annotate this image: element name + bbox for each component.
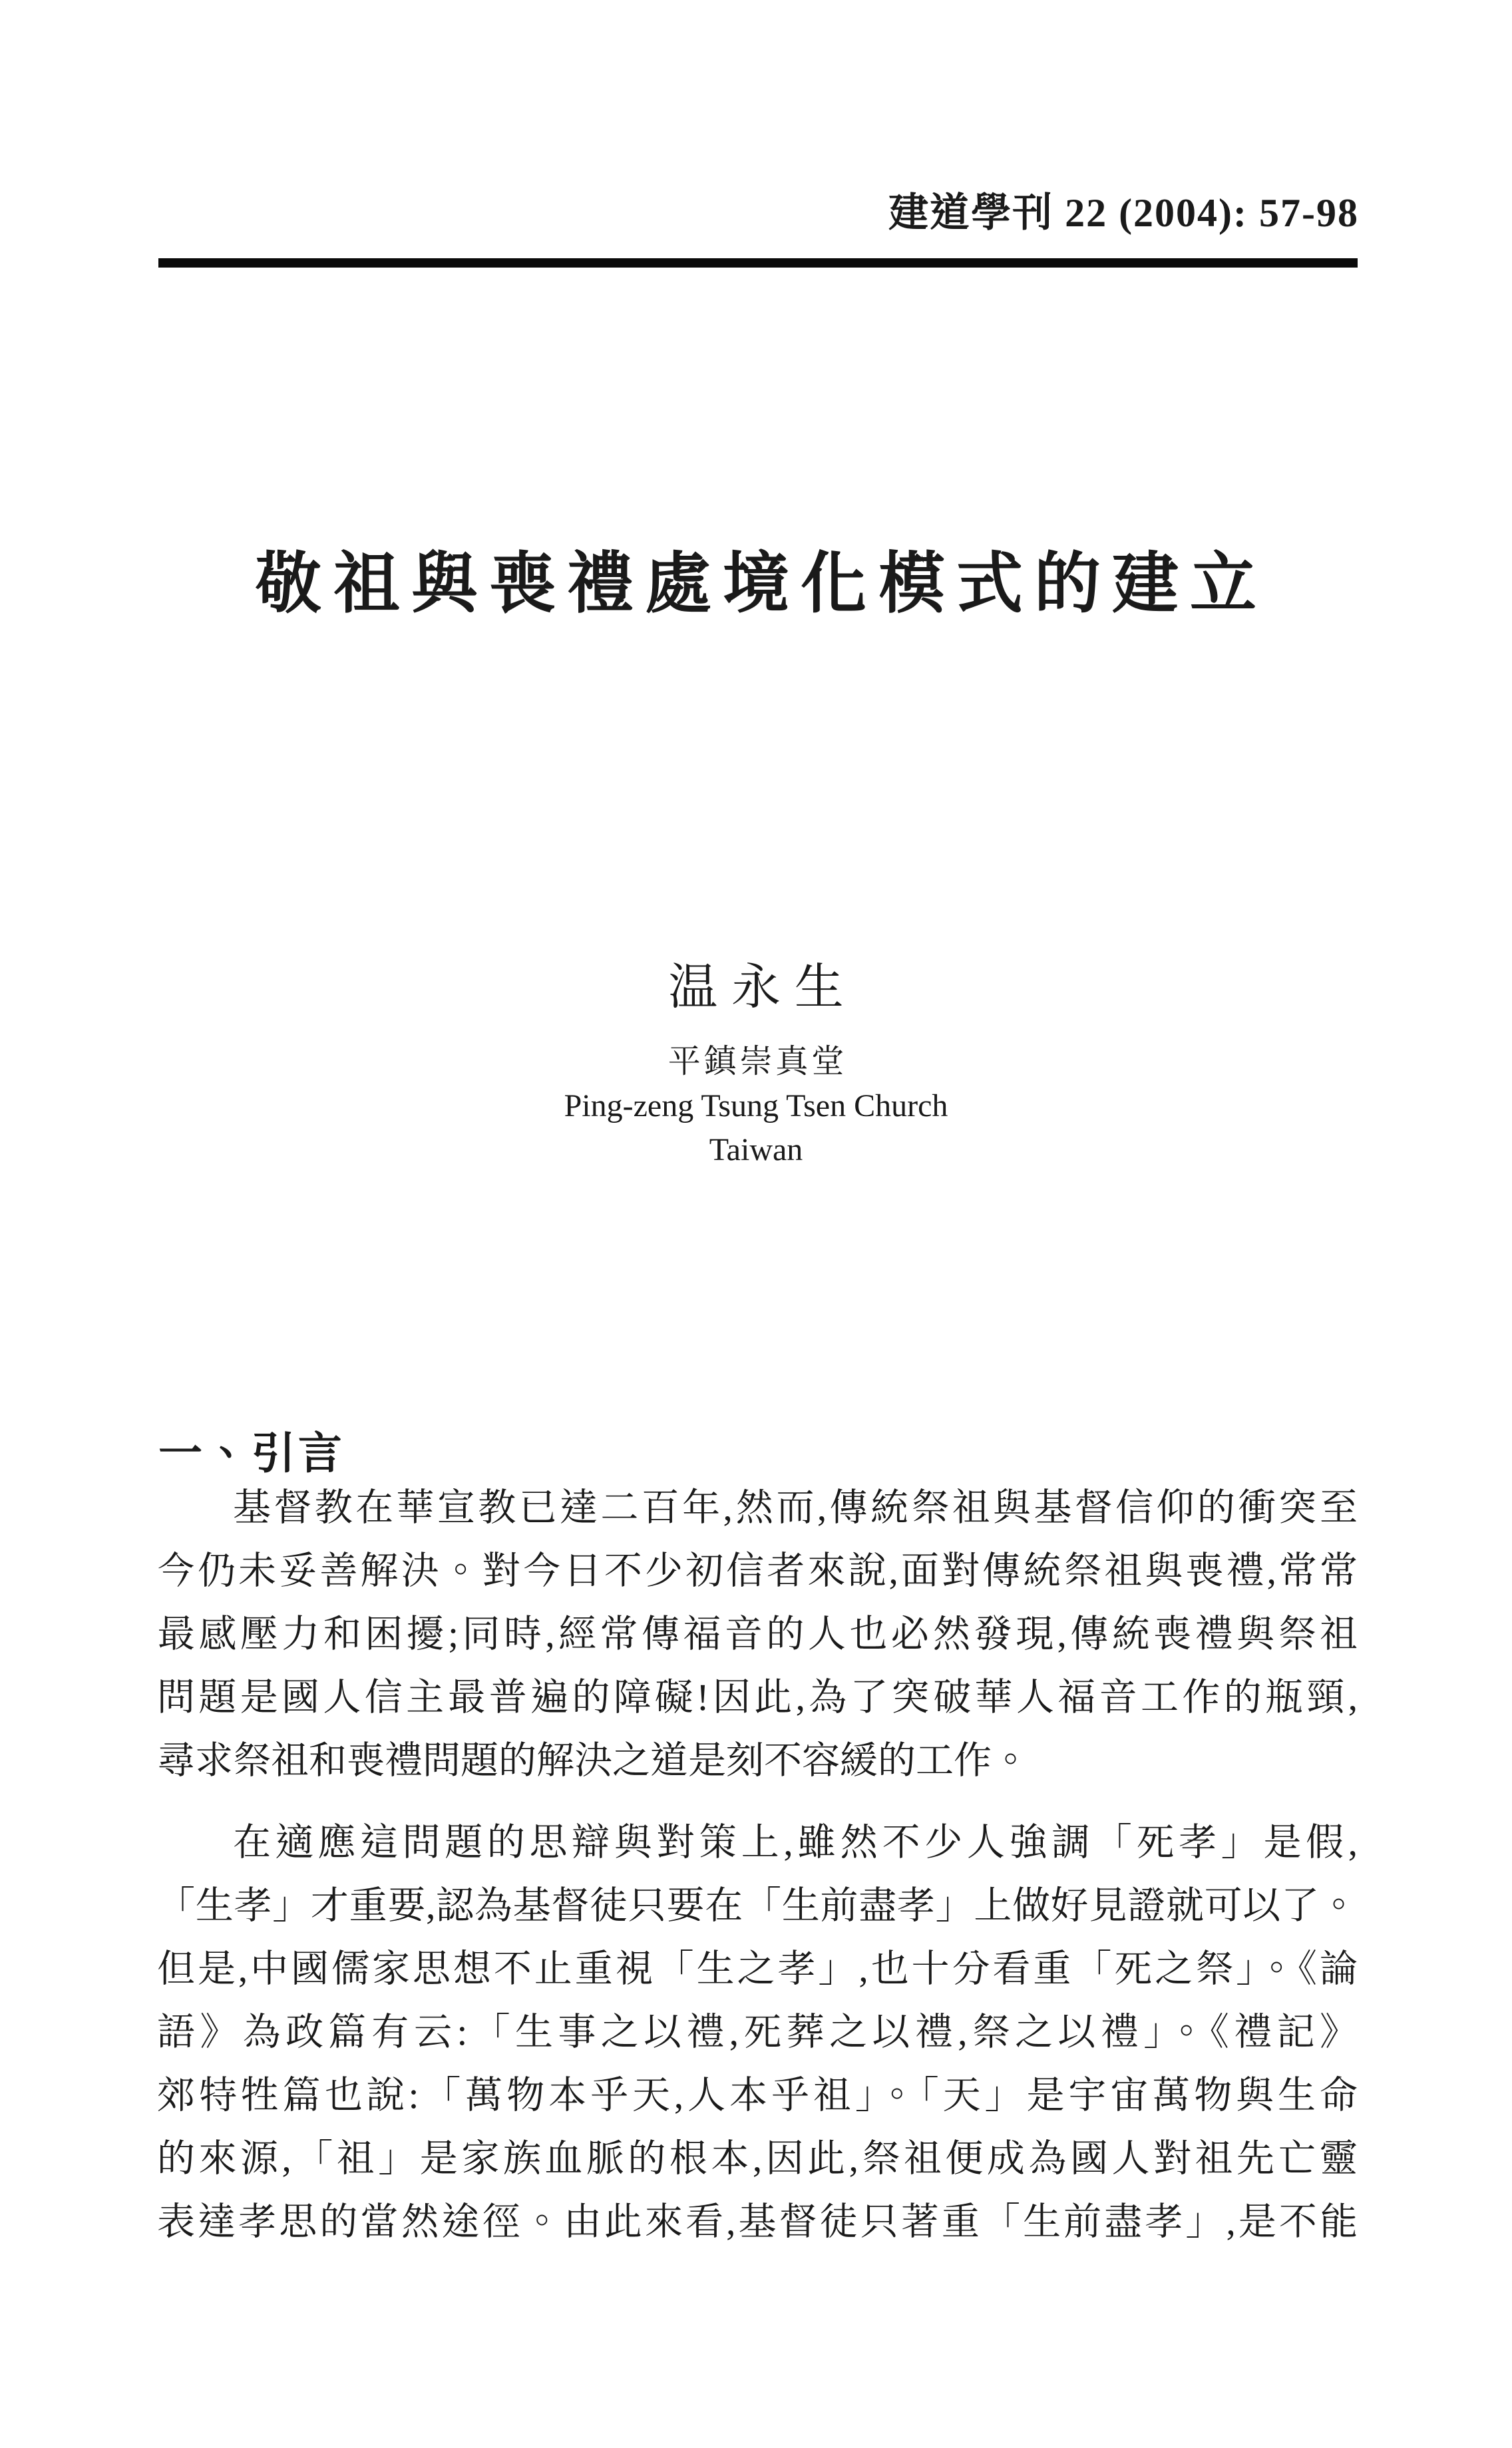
text-line: 「生孝」才重要,認為基督徒只要在「生前盡孝」上做好見證就可以了。 <box>157 1885 1358 1927</box>
header-divider-rule <box>158 258 1358 268</box>
text-line: 尋求祭祖和喪禮問題的解決之道是刻不容緩的工作。 <box>157 1740 1030 1782</box>
text-line: 語》為政篇有云:「生事之以禮,死葬之以禮,祭之以禮」。《禮記》 <box>157 2011 1358 2053</box>
text-line: 的來源,「祖」是家族血脈的根本,因此,祭祖便成為國人對祖先亡靈 <box>157 2138 1358 2180</box>
affiliation-chinese: 平鎮崇真堂 <box>667 1043 848 1080</box>
affiliation-english: Ping-zeng Tsung Tsen Church <box>564 1088 948 1123</box>
text-line: 在適應這問題的思辯與對策上,雖然不少人強調「死孝」是假, <box>233 1822 1358 1864</box>
affiliation-country: Taiwan <box>709 1132 803 1167</box>
text-line: 表達孝思的當然途徑。由此來看,基督徒只著重「生前盡孝」,是不能 <box>157 2201 1358 2243</box>
text-line: 郊特牲篇也說:「萬物本乎天,人本乎祖」。「天」是宇宙萬物與生命 <box>157 2075 1358 2117</box>
text-line: 但是,中國儒家思想不止重視「生之孝」,也十分看重「死之祭」。《論 <box>157 1948 1358 1990</box>
section-heading-introduction: 一、引言 <box>158 1428 345 1478</box>
paragraph-1 <box>157 1476 1358 1792</box>
text-line: 最感壓力和困擾;同時,經常傳福音的人也必然發現,傳統喪禮與祭祖 <box>157 1613 1358 1655</box>
article-body <box>157 1476 1358 2254</box>
article-title: 敬祖與喪禮處境化模式的建立 <box>256 546 1268 621</box>
journal-header: 建道學刊 22 (2004): 57-98 <box>888 191 1359 235</box>
text-line: 問題是國人信主最普遍的障礙!因此,為了突破華人福音工作的瓶頸, <box>157 1677 1358 1719</box>
author-name: 温永生 <box>668 960 858 1015</box>
text-line: 基督教在華宣教已達二百年,然而,傳統祭祖與基督信仰的衝突至 <box>233 1487 1358 1529</box>
paragraph-2 <box>157 1811 1358 2254</box>
text-line: 今仍未妥善解決。對今日不少初信者來說,面對傳統祭祖與喪禮,常常 <box>157 1550 1358 1592</box>
